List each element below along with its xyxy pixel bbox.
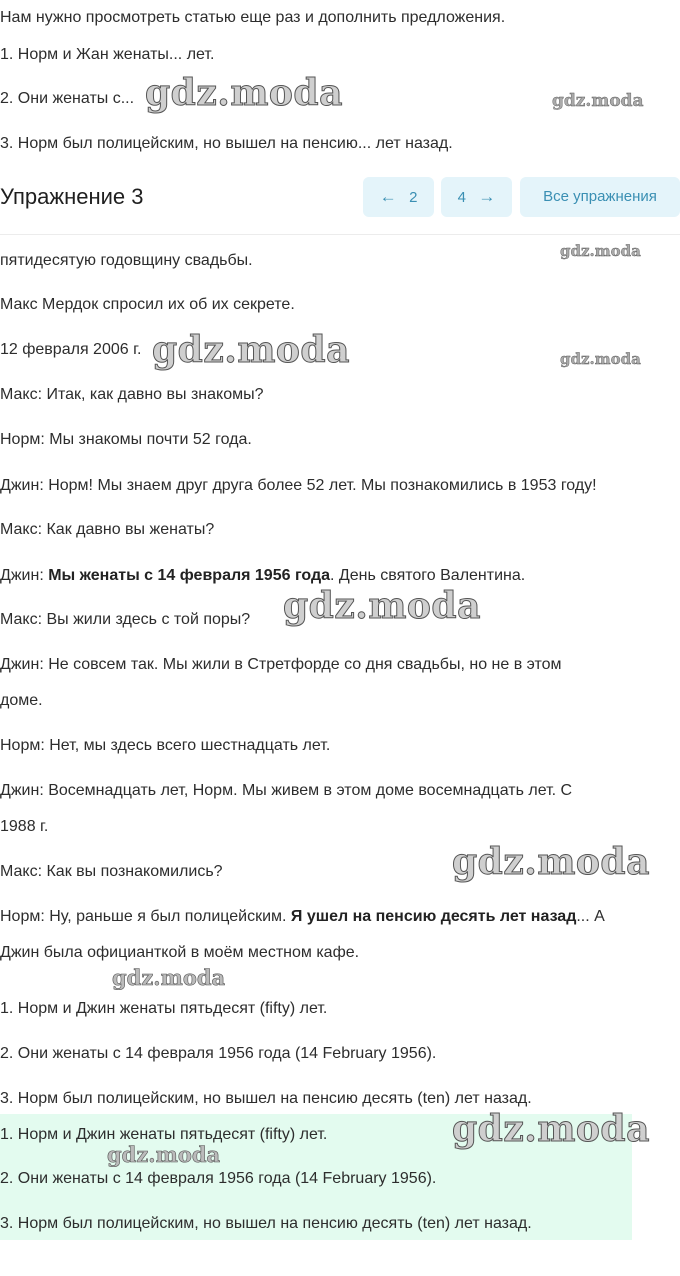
dialogue-line: Макс: Вы жили здесь с той поры? [0, 611, 251, 628]
next-exercise-label: 4 [457, 189, 466, 206]
dialogue-line: Макс: Итак, как давно вы знакомы? [0, 386, 264, 403]
dialogue-line: доме. [0, 692, 43, 709]
dialogue-line: Норм: Нет, мы здесь всего шестнадцать лет. [0, 737, 331, 754]
watermark: gdz.moda [552, 91, 644, 111]
article-date: 12 февраля 2006 г. [0, 341, 142, 358]
dialogue-line: Норм: Мы знакомы почти 52 года. [0, 431, 252, 448]
arrow-right-icon: → [478, 187, 496, 206]
answer-3: 3. Норм был полицейским, но вышел на пенсию десять (ten) лет назад. [0, 1090, 532, 1107]
dialogue-line: Джин: Мы женаты с 14 февраля 1956 года. День святого Валентина. [0, 567, 526, 584]
prev-exercise-button[interactable] [363, 177, 434, 217]
watermark: gdz.moda [107, 1142, 221, 1167]
watermark: gdz.moda [112, 965, 226, 990]
watermark: gdz.moda [452, 841, 650, 883]
article-paragraph: Макс Мердок спросил их об их секрете. [0, 296, 295, 313]
dialogue-line: Макс: Как давно вы женаты? [0, 521, 215, 538]
answer-1: 1. Норм и Джин женаты пятьдесят (fifty) лет. [0, 1000, 328, 1017]
arrow-left-icon: ← [379, 187, 397, 206]
watermark: gdz.moda [560, 350, 641, 368]
watermark: gdz.moda [145, 72, 343, 114]
highlighted-phrase: Мы женаты с 14 февраля 1956 года [48, 567, 331, 584]
watermark: gdz.moda [560, 242, 641, 260]
question-1: 1. Норм и Жан женаты... лет. [0, 46, 215, 63]
all-exercises-button[interactable]: Все упражнения [520, 177, 680, 217]
watermark: gdz.moda [452, 1108, 650, 1150]
watermark: gdz.moda [283, 585, 481, 627]
dialogue-line: Джин: Норм! Мы знаем друг друга более 52 лет. Мы познакомились в 1953 году! [0, 477, 597, 494]
exercise-title: Упражнение 3 [0, 184, 144, 209]
answer-box-2: 2. Они женаты с 14 февраля 1956 года (14 February 1956). [0, 1170, 437, 1187]
prev-exercise-label: 2 [409, 189, 418, 206]
dialogue-line: Джин: Восемнадцать лет, Норм. Мы живем в этом доме восемнадцать лет. С [0, 782, 573, 799]
answer-2: 2. Они женаты с 14 февраля 1956 года (14 February 1956). [0, 1045, 437, 1062]
highlighted-phrase: Я ушел на пенсию десять лет назад [290, 908, 577, 925]
next-exercise-button[interactable] [441, 177, 512, 217]
intro-text: Нам нужно просмотреть статью еще раз и дополнить предложения. [0, 9, 506, 26]
answer-box-3: 3. Норм был полицейским, но вышел на пенсию десять (ten) лет назад. [0, 1215, 532, 1232]
question-3: 3. Норм был полицейским, но вышел на пенсию... лет назад. [0, 135, 453, 152]
dialogue-line: Джин была официанткой в моём местном кафе. [0, 944, 360, 961]
dialogue-line: Джин: Не совсем так. Мы жили в Стретфорде со дня свадьбы, но не в этом [0, 656, 562, 673]
question-2: 2. Они женаты с... [0, 90, 135, 107]
watermark: gdz.moda [152, 329, 350, 371]
dialogue-line: Норм: Ну, раньше я был полицейским. Я ушел на пенсию десять лет назад... А [0, 908, 605, 925]
article-paragraph: пятидесятую годовщину свадьбы. [0, 252, 253, 269]
dialogue-line: Макс: Как вы познакомились? [0, 863, 223, 880]
answer-box-1: 1. Норм и Джин женаты пятьдесят (fifty) лет. [0, 1126, 328, 1143]
exercise-header [0, 166, 680, 235]
dialogue-line: 1988 г. [0, 818, 49, 835]
